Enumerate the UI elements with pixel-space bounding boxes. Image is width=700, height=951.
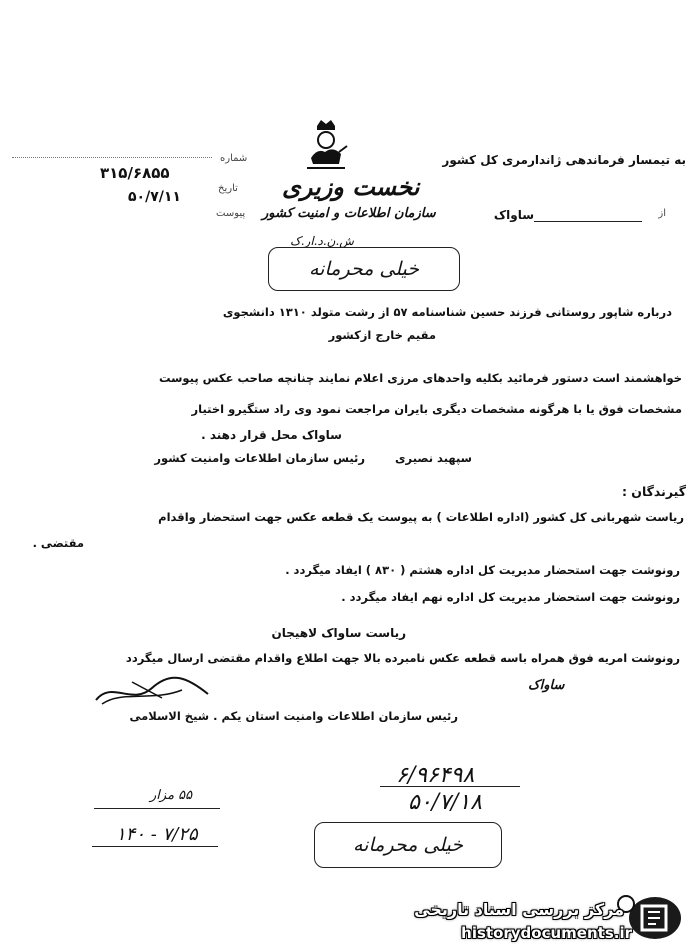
recipients-line-2: مقتضی .: [32, 536, 84, 550]
signature-1-name: سپهبد نصیری: [395, 451, 472, 465]
from-value: ساواک: [493, 208, 534, 222]
signature-1-title: رئیس سازمان اطلاعات وامنیت کشور: [154, 451, 365, 465]
handwritten-left-note-2: ۷/۲۵ - ۱۴۰: [116, 824, 198, 845]
classification-stamp-top: خیلی محرمانه: [268, 247, 460, 291]
subject-line-2: مقیم خارج ازکشور: [328, 328, 436, 342]
handwritten-left-line: [94, 808, 220, 809]
recipients-heading: گیرندگان :: [621, 484, 686, 499]
lion-and-sun-emblem: [303, 118, 349, 172]
footer-site-url[interactable]: historydocuments.ir: [461, 924, 632, 942]
letterhead-ministry: نخست وزیری: [282, 172, 420, 201]
number-value: ۳۱۵/۶۸۵۵: [100, 164, 170, 182]
signature-scribble: [92, 670, 212, 710]
date-label: تاریخ: [218, 183, 238, 194]
number-label: شماره: [220, 153, 248, 164]
classification-stamp-bottom: خیلی محرمانه: [314, 822, 502, 868]
lahijan-handwritten-note: ساواک: [528, 678, 565, 693]
from-label: از: [658, 208, 666, 219]
lahijan-line-1: رونوشت امریه فوق همراه باسه قطعه عکس نامبرده بالا جهت اطلاع واقدام مقتضی ارسال میگردد: [125, 651, 680, 665]
subject-line-1: درباره شاپور روستانی فرزند حسین شناسنامه ۵۷ از رشت متولد ۱۳۱۰ دانشجوی: [222, 305, 672, 319]
attachment-label: پیوست: [216, 208, 246, 219]
from-underline: [534, 221, 642, 222]
date-value: ۵۰/۷/۱۱: [128, 189, 181, 205]
body-line-2: مشخصات فوق یا با هرگونه مشخصات دیگری بایران مراجعت نمود وی راد ستگیرو اختیار: [191, 402, 682, 416]
handwritten-number-underline: [380, 786, 520, 787]
handwritten-date: ۵۰/۷/۱۸: [408, 790, 482, 815]
lahijan-heading: ریاست ساواک لاهیجان: [271, 626, 406, 640]
handwritten-routing-note: ش.ن.د.ار.ک: [290, 234, 354, 248]
body-line-3: ساواک محل قرار دهند .: [201, 428, 342, 442]
recipients-line-3: رونوشت جهت استحضار مدیریت کل اداره هشتم ( ۸۳۰ ) ایفاد میگردد .: [285, 563, 680, 577]
number-dotted-line: [12, 157, 212, 158]
addressee-line: به تیمسار فرماندهی ژاندارمری کل کشور: [442, 153, 686, 167]
letterhead-organization: سازمان اطلاعات و امنیت کشور: [262, 206, 436, 221]
footer-site-name: مرکز بررسی اسناد تاریخی: [414, 900, 624, 919]
recipients-line-4: رونوشت جهت استحضار مدیریت کل اداره نهم ایفاد میگردد .: [341, 590, 680, 604]
handwritten-left-note-1: ۵۵ مزار: [150, 788, 193, 803]
signature-2-line: رئیس سازمان اطلاعات وامنیت استان یکم . شیخ الاسلامی: [129, 709, 458, 723]
handwritten-number: ۶/۹۶۴۹۸: [396, 763, 475, 788]
handwritten-left-line-2: [92, 846, 218, 847]
recipients-line-1: ریاست شهربانی کل کشور (اداره اطلاعات ) به پیوست یک قطعه عکس جهت استحضار واقدام: [158, 510, 684, 524]
body-line-1: خواهشمند است دستور فرمائید بکلیه واحدهای مرزی اعلام نمایند چنانچه صاحب عکس پیوست: [158, 371, 682, 385]
